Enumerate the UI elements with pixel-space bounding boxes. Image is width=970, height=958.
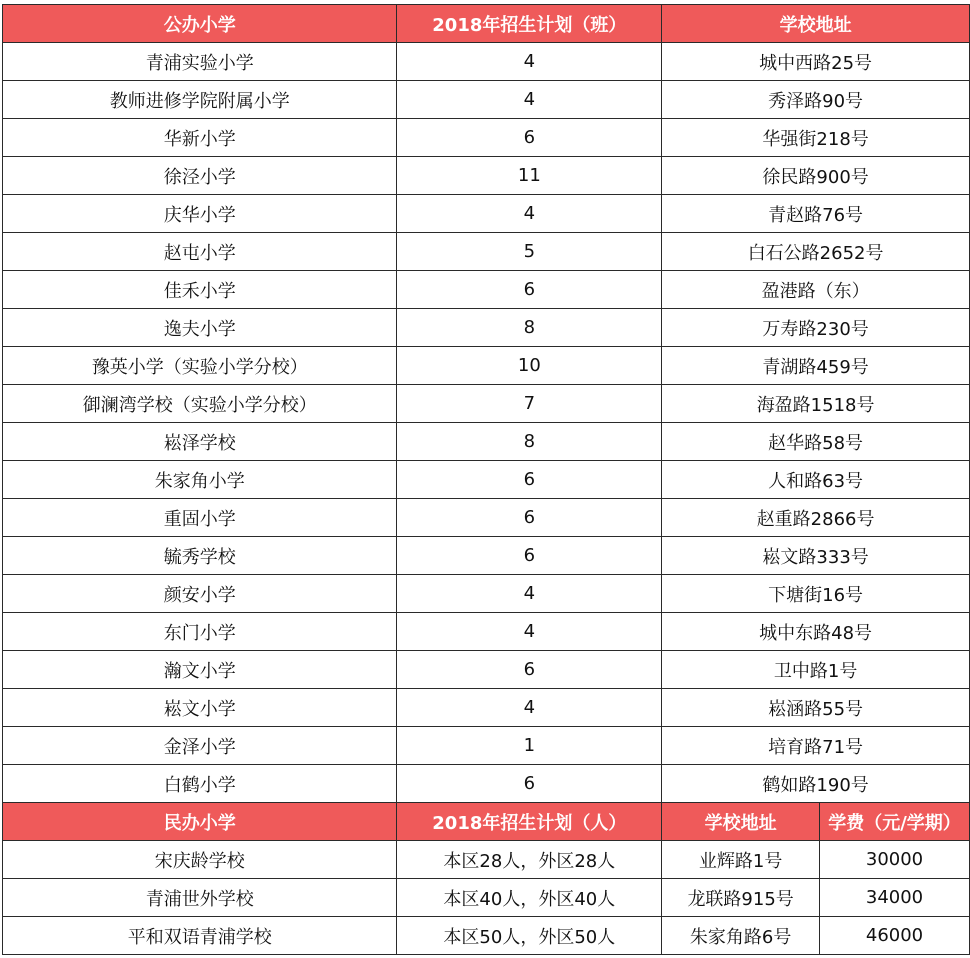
school-name-cell: 宋庆龄学校 [3,841,397,879]
table-row [3,727,970,765]
school-name-cell: 佳禾小学 [3,271,397,309]
school-name-cell: 东门小学 [3,613,397,651]
table-row [3,195,970,233]
school-name-cell: 逸夫小学 [3,309,397,347]
school-name-cell: 朱家角小学 [3,461,397,499]
address-cell: 培育路71号 [662,727,970,765]
school-name-cell: 青浦实验小学 [3,43,397,81]
address-cell: 龙联路915号 [662,879,820,917]
fee-cell: 30000 [820,841,970,879]
plan-classes-cell: 4 [397,689,662,727]
address-cell: 海盈路1518号 [662,385,970,423]
plan-people-cell: 本区28人，外区28人 [397,841,662,879]
private-header-row [3,803,970,841]
table-row [3,765,970,803]
table-row [3,309,970,347]
table-row [3,157,970,195]
table-row [3,499,970,537]
plan-classes-cell: 6 [397,119,662,157]
plan-people-cell: 本区40人，外区40人 [397,879,662,917]
fee-cell: 34000 [820,879,970,917]
table-row [3,575,970,613]
table-row [3,347,970,385]
plan-classes-cell: 1 [397,727,662,765]
table-row [3,917,970,955]
plan-classes-cell: 4 [397,81,662,119]
address-cell: 盈港路（东） [662,271,970,309]
address-cell: 赵重路2866号 [662,499,970,537]
plan-classes-cell: 4 [397,613,662,651]
school-name-cell: 白鹤小学 [3,765,397,803]
school-name-cell: 崧泽学校 [3,423,397,461]
address-cell: 朱家角路6号 [662,917,820,955]
address-cell: 卫中路1号 [662,651,970,689]
public-header-row [3,5,970,43]
table-row [3,43,970,81]
school-name-cell: 徐泾小学 [3,157,397,195]
plan-classes-cell: 4 [397,43,662,81]
school-name-cell: 豫英小学（实验小学分校） [3,347,397,385]
address-cell: 青赵路76号 [662,195,970,233]
private-header-plan: 2018年招生计划（人） [397,803,662,841]
school-name-cell: 庆华小学 [3,195,397,233]
fee-cell: 46000 [820,917,970,955]
address-cell: 业辉路1号 [662,841,820,879]
public-header-name: 公办小学 [3,5,397,43]
plan-classes-cell: 7 [397,385,662,423]
address-cell: 下塘街16号 [662,575,970,613]
table-row [3,271,970,309]
table-row [3,81,970,119]
school-name-cell: 瀚文小学 [3,651,397,689]
school-name-cell: 崧文小学 [3,689,397,727]
plan-classes-cell: 6 [397,651,662,689]
school-name-cell: 平和双语青浦学校 [3,917,397,955]
plan-classes-cell: 4 [397,575,662,613]
school-table [2,4,970,955]
private-header-name: 民办小学 [3,803,397,841]
table-row [3,461,970,499]
address-cell: 徐民路900号 [662,157,970,195]
plan-classes-cell: 8 [397,423,662,461]
table-row [3,385,970,423]
address-cell: 城中西路25号 [662,43,970,81]
plan-people-cell: 本区50人，外区50人 [397,917,662,955]
address-cell: 白石公路2652号 [662,233,970,271]
public-header-plan: 2018年招生计划（班） [397,5,662,43]
plan-classes-cell: 8 [397,309,662,347]
plan-classes-cell: 6 [397,537,662,575]
table-row [3,537,970,575]
address-cell: 华强街218号 [662,119,970,157]
school-name-cell: 金泽小学 [3,727,397,765]
table-row [3,689,970,727]
table-row [3,879,970,917]
plan-classes-cell: 6 [397,499,662,537]
address-cell: 崧文路333号 [662,537,970,575]
private-header-fee: 学费（元/学期） [820,803,970,841]
school-name-cell: 颜安小学 [3,575,397,613]
school-table-body [3,5,970,955]
table-row [3,613,970,651]
public-header-address: 学校地址 [662,5,970,43]
plan-classes-cell: 4 [397,195,662,233]
address-cell: 鹤如路190号 [662,765,970,803]
table-row [3,423,970,461]
plan-classes-cell: 10 [397,347,662,385]
address-cell: 人和路63号 [662,461,970,499]
school-name-cell: 赵屯小学 [3,233,397,271]
plan-classes-cell: 6 [397,461,662,499]
address-cell: 秀泽路90号 [662,81,970,119]
address-cell: 万寿路230号 [662,309,970,347]
table-row [3,233,970,271]
table-row [3,651,970,689]
plan-classes-cell: 6 [397,271,662,309]
school-name-cell: 华新小学 [3,119,397,157]
school-name-cell: 重固小学 [3,499,397,537]
plan-classes-cell: 6 [397,765,662,803]
address-cell: 青湖路459号 [662,347,970,385]
address-cell: 崧涵路55号 [662,689,970,727]
school-name-cell: 青浦世外学校 [3,879,397,917]
table-row [3,841,970,879]
address-cell: 城中东路48号 [662,613,970,651]
school-name-cell: 教师进修学院附属小学 [3,81,397,119]
plan-classes-cell: 5 [397,233,662,271]
plan-classes-cell: 11 [397,157,662,195]
school-name-cell: 御澜湾学校（实验小学分校） [3,385,397,423]
address-cell: 赵华路58号 [662,423,970,461]
private-header-address: 学校地址 [662,803,820,841]
school-name-cell: 毓秀学校 [3,537,397,575]
table-row [3,119,970,157]
